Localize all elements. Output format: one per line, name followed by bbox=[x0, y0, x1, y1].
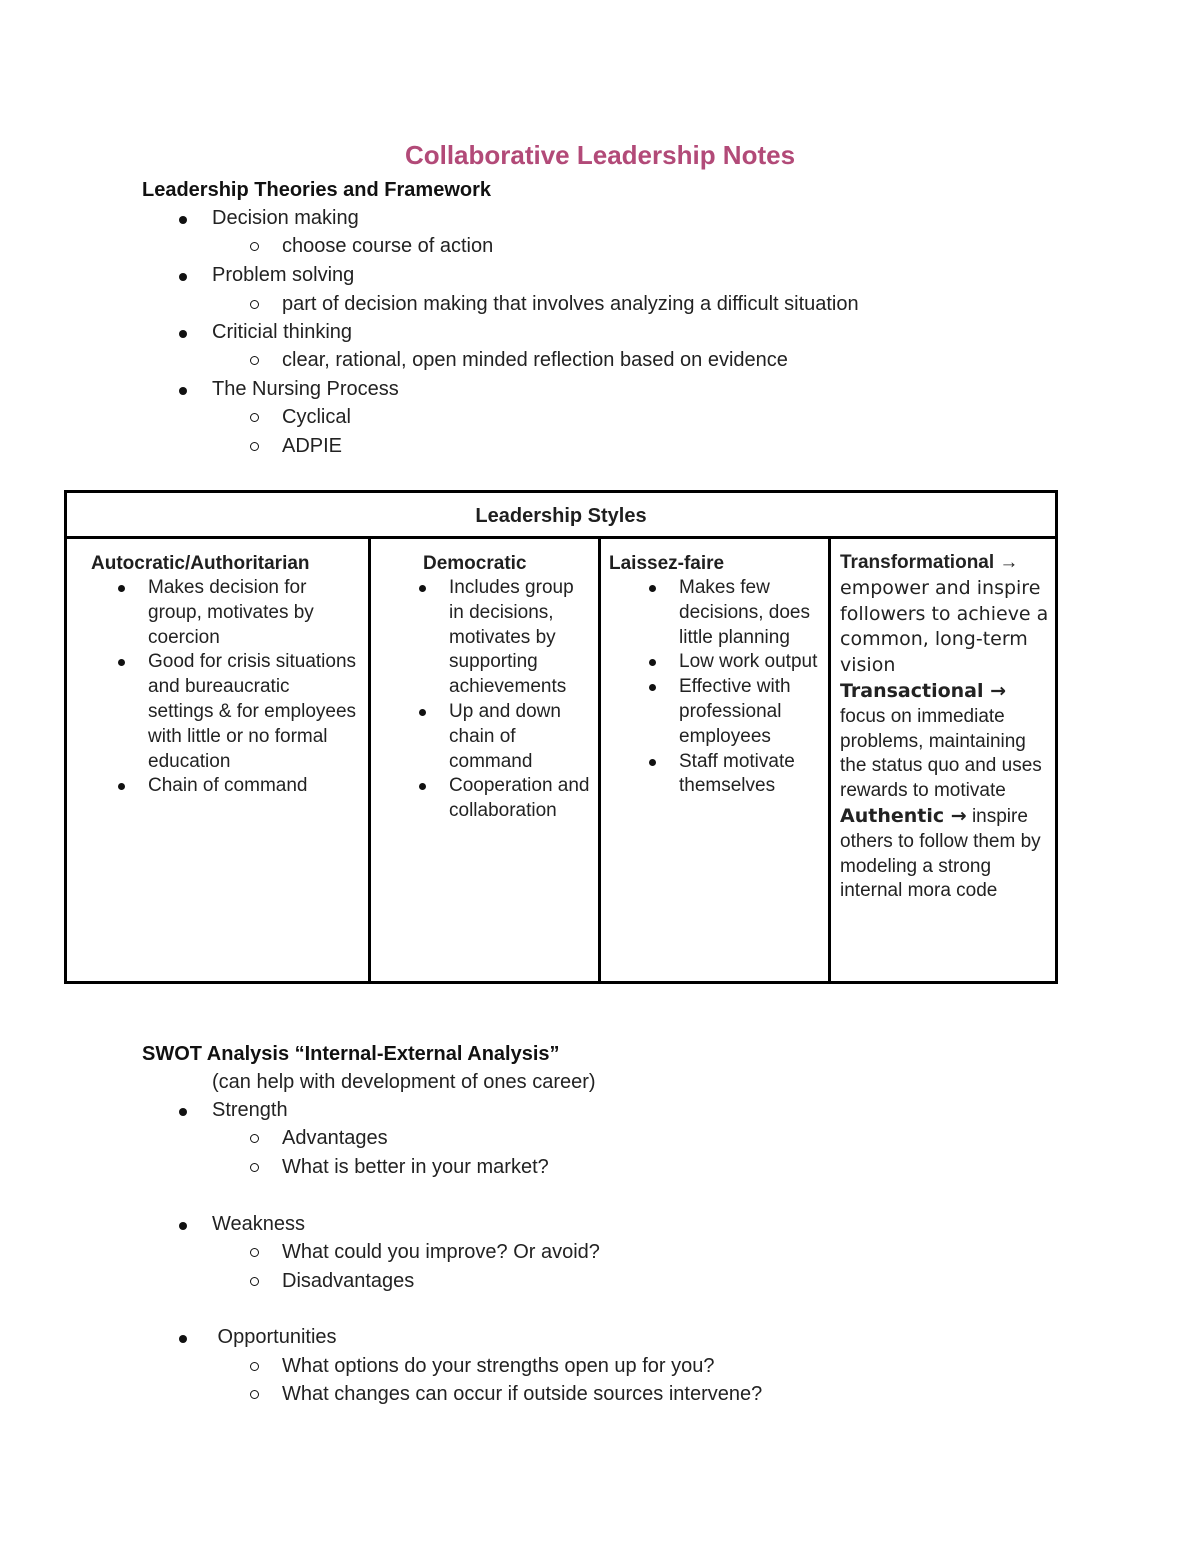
swot-note: (can help with development of ones career) bbox=[212, 1071, 596, 1093]
sub-list-item: What changes can occur if outside sources intervene? bbox=[282, 1383, 763, 1405]
cell-list-item: Makes few decisions, does little planning bbox=[679, 576, 819, 650]
list-item: The Nursing Process bbox=[212, 378, 399, 400]
list-item: Decision making bbox=[212, 207, 359, 229]
authentic-text: inspire others to follow them by modeling a strong internal mora code bbox=[840, 805, 1041, 902]
other-styles-text bbox=[840, 551, 1052, 904]
sub-list-item: Disadvantages bbox=[282, 1270, 415, 1292]
cell-heading: Laissez-faire bbox=[609, 553, 725, 574]
transactional-label: Transactional → bbox=[840, 679, 1007, 702]
cell-list-item: Effective with professional employees bbox=[679, 675, 819, 749]
table-cell-other-styles bbox=[831, 539, 1055, 981]
sub-list-item: What options do your strengths open up for you? bbox=[282, 1355, 715, 1377]
transactional-text: focus on immediate problems, maintaining the status quo and uses rewards to motivate bbox=[840, 705, 1042, 802]
section-heading-swot: SWOT Analysis “Internal-External Analysis” bbox=[142, 1043, 560, 1065]
cell-list-item: Cooperation and collaboration bbox=[449, 774, 591, 824]
authentic-label: Authentic → bbox=[840, 804, 967, 827]
page-title: Collaborative Leadership Notes bbox=[404, 140, 796, 170]
sub-list-item: ADPIE bbox=[282, 435, 343, 457]
cell-list bbox=[449, 576, 591, 824]
transformational-text: empower and inspire followers to achieve a common, long-term vision bbox=[840, 576, 1049, 677]
list-item: Criticial thinking bbox=[212, 321, 353, 343]
list-item: Problem solving bbox=[212, 264, 355, 286]
sub-list-item: What is better in your market? bbox=[282, 1156, 549, 1178]
cell-list-item: Up and down chain of command bbox=[449, 700, 591, 774]
cell-list-item: Good for crisis situations and bureaucratic settings & for employees with little or no formal education bbox=[148, 650, 360, 774]
list-item: Opportunities bbox=[212, 1326, 337, 1348]
table-header: Leadership Styles bbox=[67, 493, 1055, 539]
list-item: Weakness bbox=[212, 1213, 306, 1235]
cell-list-item: Staff motivate themselves bbox=[679, 750, 819, 800]
table-cell-autocratic bbox=[67, 539, 371, 981]
section-heading-theories: Leadership Theories and Framework bbox=[142, 179, 491, 201]
transformational-label: Transformational → bbox=[840, 552, 1019, 573]
table-cell-laissez-faire bbox=[601, 539, 831, 981]
sub-list-item: clear, rational, open minded reflection based on evidence bbox=[282, 349, 788, 371]
cell-heading: Democratic bbox=[423, 553, 527, 574]
cell-heading: Autocratic/Authoritarian bbox=[91, 553, 310, 574]
cell-list bbox=[679, 576, 819, 799]
sub-list-item: Advantages bbox=[282, 1127, 388, 1149]
cell-list-item: Makes decision for group, motivates by coercion bbox=[148, 576, 360, 650]
leadership-styles-table bbox=[64, 490, 1058, 984]
list-item: Strength bbox=[212, 1099, 288, 1121]
table-cell-democratic bbox=[371, 539, 601, 981]
cell-list-item: Low work output bbox=[679, 650, 819, 675]
sub-list-item: choose course of action bbox=[282, 235, 494, 257]
sub-list-item: What could you improve? Or avoid? bbox=[282, 1241, 600, 1263]
cell-list bbox=[148, 576, 360, 799]
sub-list-item: part of decision making that involves analyzing a difficult situation bbox=[282, 293, 859, 315]
cell-list-item: Chain of command bbox=[148, 774, 360, 799]
cell-list-item: Includes group in decisions, motivates by supporting achievements bbox=[449, 576, 591, 700]
sub-list-item: Cyclical bbox=[282, 406, 351, 428]
